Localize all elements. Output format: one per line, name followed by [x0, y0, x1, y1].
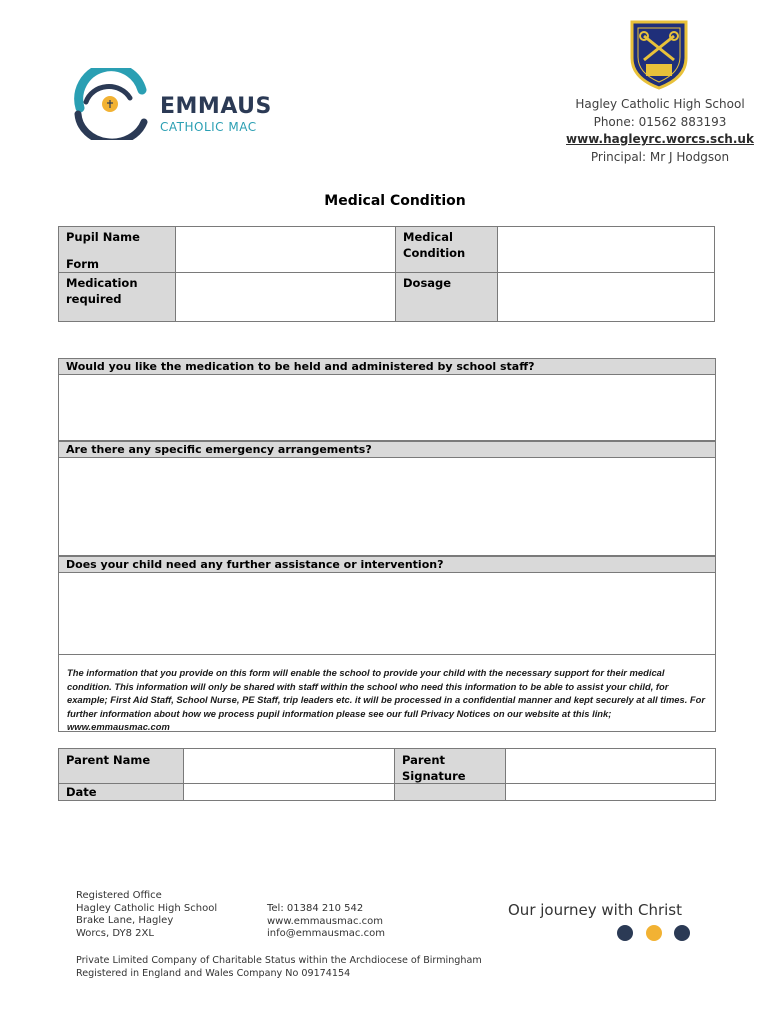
- footer-office-line: Worcs, DY8 2XL: [76, 927, 154, 939]
- pupil-name-field[interactable]: [175, 226, 396, 273]
- parent-name-label: Parent Name: [58, 748, 184, 784]
- privacy-notice: The information that you provide on this form will enable the school to provide your child with the necessary support for their medical condition. This information will only be shared with staff within the school who need this information to be able to assist your child, for example; First Aid Staff, School Nurse, PE Staff, trip leaders etc. it will be processed in a confidential manner and kept securely at all times. For further information about how we process pupil information please see our full Privacy Notices on our website at this link; www.emmausmac.com: [58, 654, 716, 732]
- footer-legal: [76, 955, 482, 980]
- question-further-assistance: Does your child need any further assistance or intervention?: [58, 556, 716, 573]
- form-title: Medical Condition: [324, 193, 466, 209]
- footer-legal-line: Private Limited Company of Charitable Status within the Archdiocese of Birmingham: [76, 955, 482, 966]
- footer-office: [76, 890, 217, 940]
- footer-website-link[interactable]: www.emmausmac.com: [267, 915, 384, 927]
- date-field[interactable]: [183, 783, 395, 801]
- emmaus-logo: [72, 68, 272, 140]
- date-spacer-cell: [394, 783, 506, 801]
- footer-phone: Tel: 01384 210 542: [267, 903, 364, 914]
- answer-further-assistance-field[interactable]: [58, 573, 716, 655]
- school-name: Hagley Catholic High School: [575, 97, 745, 111]
- navy-dot-icon: [617, 925, 633, 941]
- footer-office-line: Registered Office: [76, 890, 162, 901]
- footer-office-line: Hagley Catholic High School: [76, 902, 218, 914]
- date-label: Date: [58, 783, 184, 801]
- school-phone: Phone: 01562 883193: [593, 114, 727, 129]
- medical-condition-label: Medical Condition: [395, 226, 498, 273]
- school-info: [560, 96, 760, 166]
- tagline: Our journey with Christ: [508, 901, 682, 919]
- medical-condition-field[interactable]: [497, 226, 715, 273]
- school-principal: Principal: Mr J Hodgson: [590, 149, 730, 164]
- dosage-label: Dosage: [395, 272, 498, 322]
- medication-required-field[interactable]: [175, 272, 396, 322]
- logo-subtitle: CATHOLIC MAC: [160, 120, 257, 134]
- answer-emergency-arrangements-field[interactable]: [58, 458, 716, 556]
- form-label: Form: [66, 257, 99, 271]
- navy-dot-icon: [674, 925, 690, 941]
- question-held-administered: Would you like the medication to be held and administered by school staff?: [58, 358, 716, 375]
- pupil-name-label-cell: [58, 226, 176, 273]
- pupil-name-label: Pupil Name: [66, 230, 140, 244]
- medication-required-label: Medication required: [58, 272, 176, 322]
- footer-legal-line: Registered in England and Wales Company No 09174154: [76, 967, 351, 979]
- school-website-link[interactable]: www.hagleyrc.worcs.sch.uk: [566, 132, 754, 146]
- parent-signature-field[interactable]: [505, 748, 716, 784]
- parent-name-field[interactable]: [183, 748, 395, 784]
- question-emergency-arrangements: Are there any specific emergency arrangements?: [58, 441, 716, 458]
- dosage-field[interactable]: [497, 272, 715, 322]
- footer-email-link[interactable]: info@emmausmac.com: [267, 928, 385, 939]
- footer-office-line: Brake Lane, Hagley: [76, 915, 174, 926]
- emmaus-emblem-icon: [72, 68, 152, 140]
- school-crest-icon: [630, 20, 688, 90]
- gold-dot-icon: [646, 925, 662, 941]
- parent-signature-label: Parent Signature: [394, 748, 506, 784]
- footer-contact: [267, 903, 385, 941]
- logo-name: EMMAUS: [160, 94, 272, 119]
- answer-held-administered-field[interactable]: [58, 375, 716, 441]
- date-extra-field[interactable]: [505, 783, 716, 801]
